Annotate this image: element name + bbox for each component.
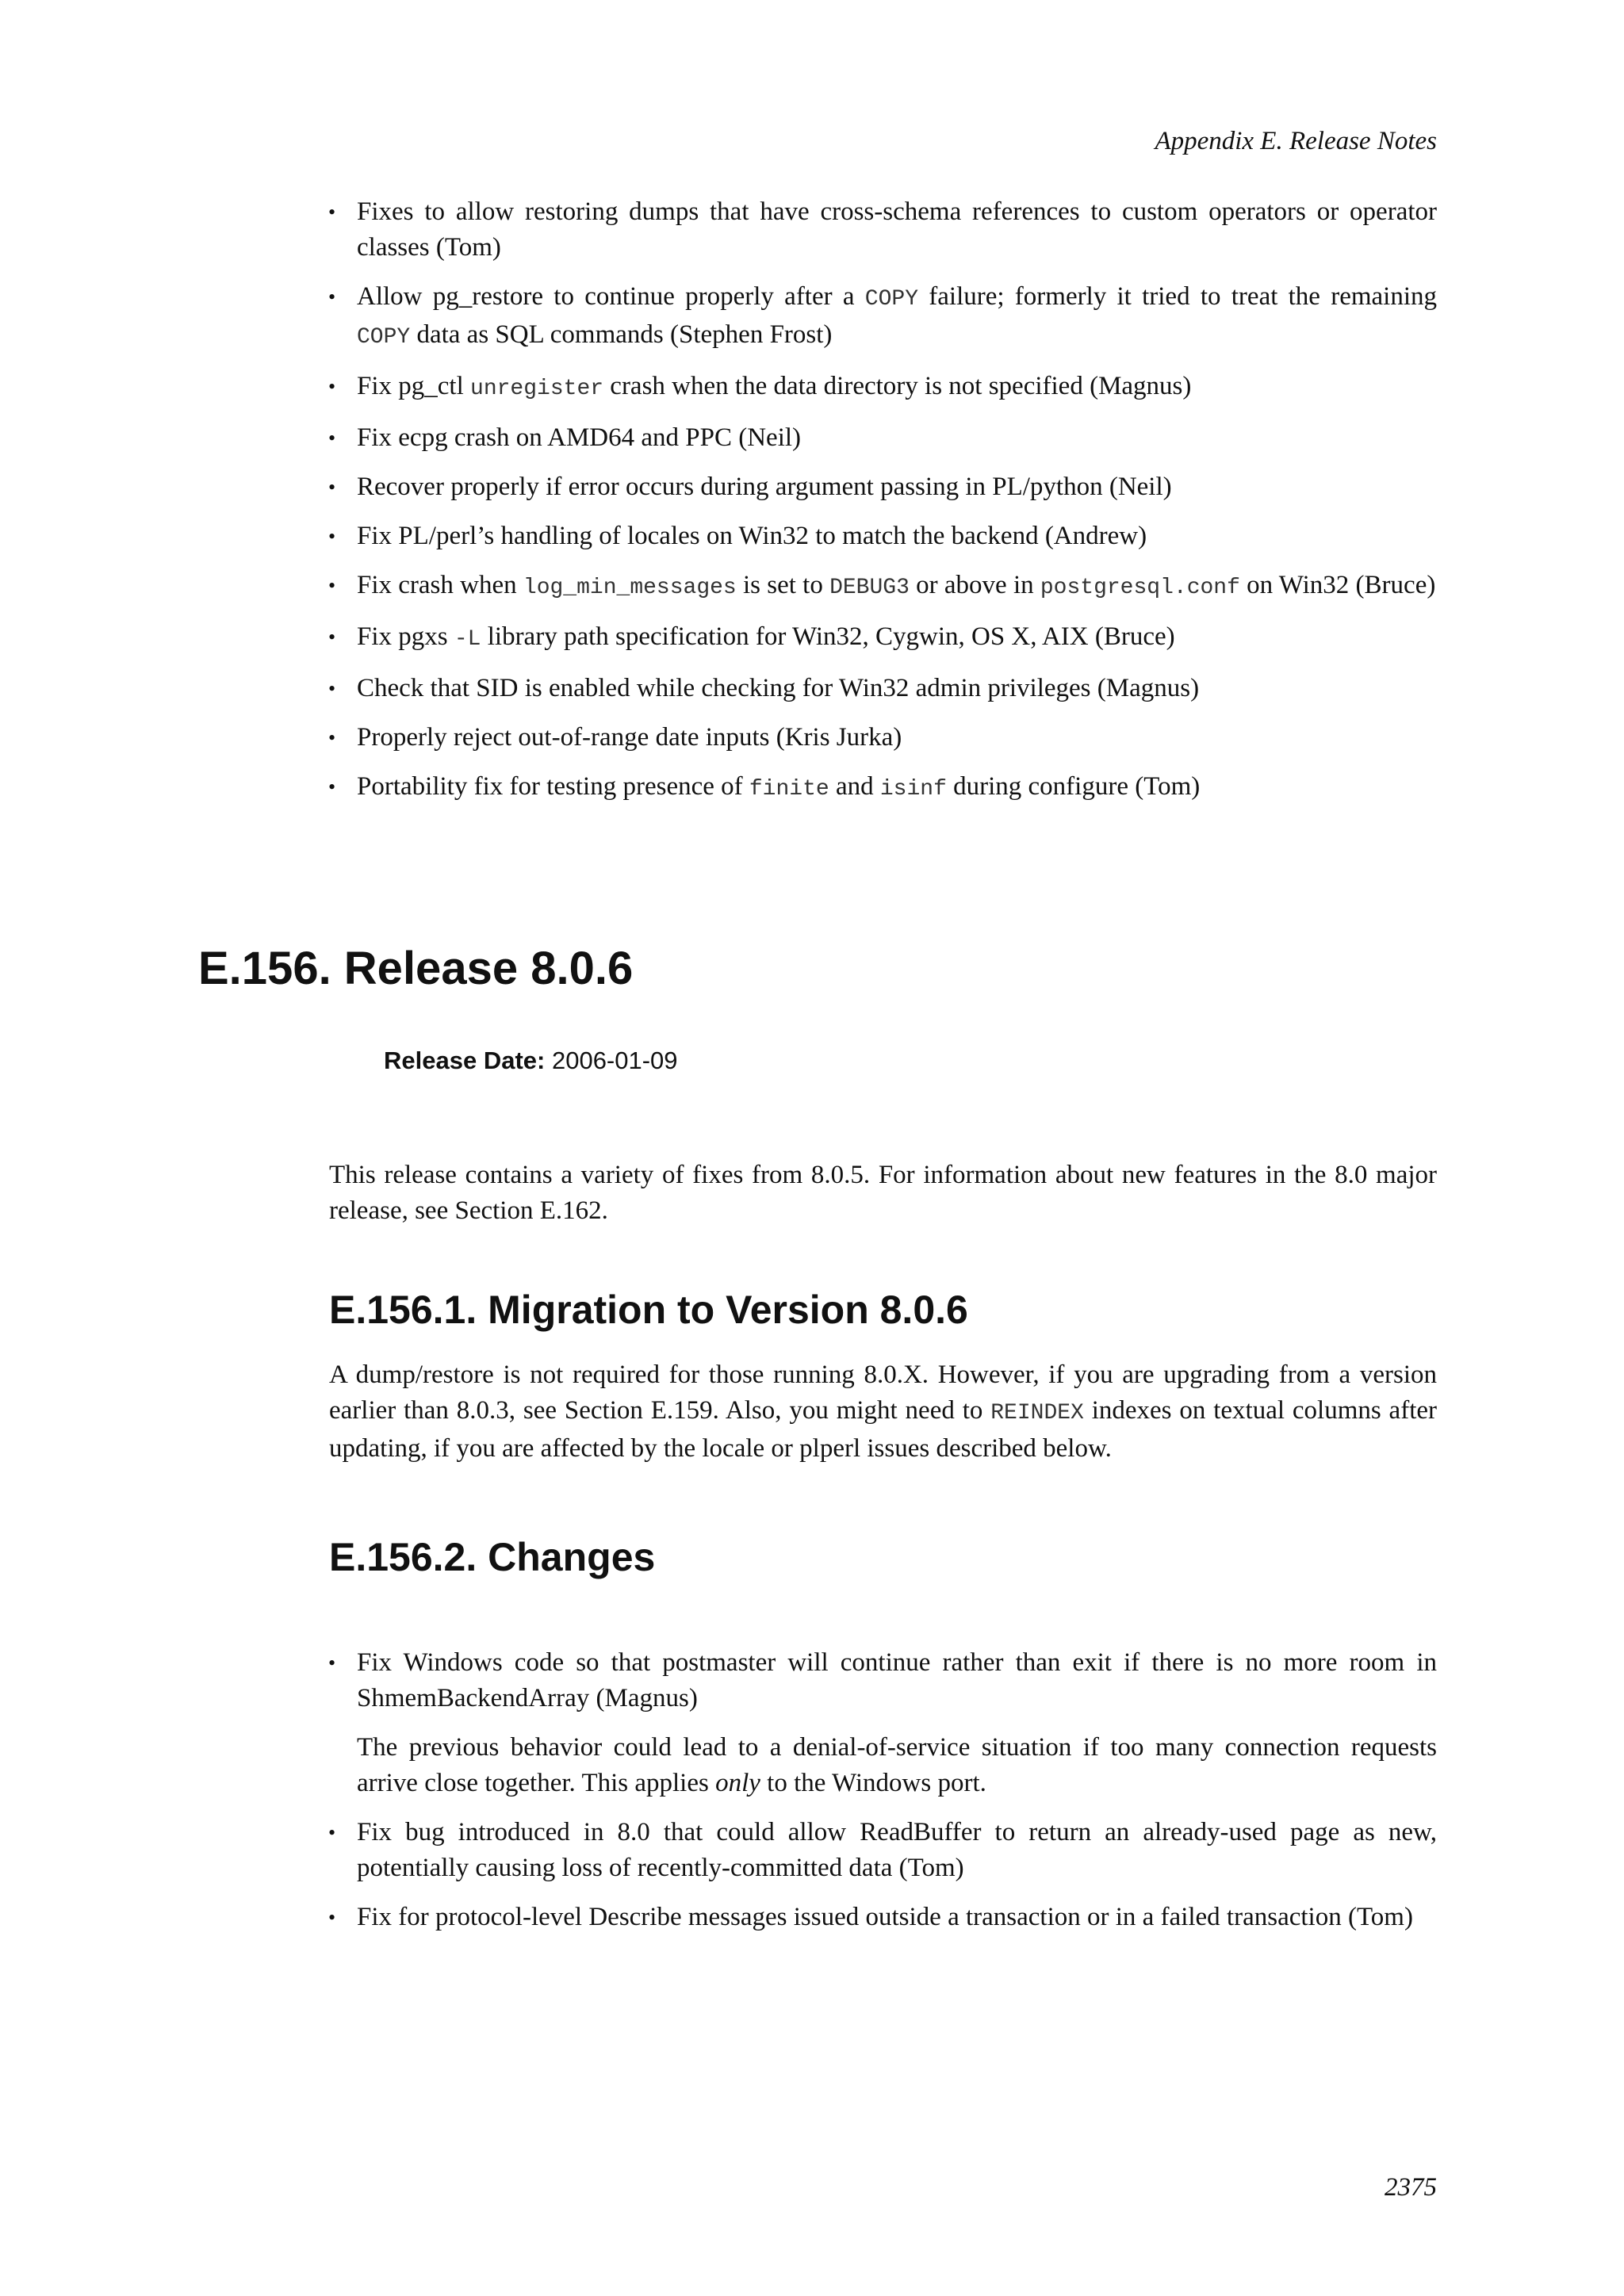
inline-code: postgresql.conf bbox=[1040, 576, 1240, 600]
release-date bbox=[384, 1047, 678, 1075]
list-item-text bbox=[357, 619, 1437, 657]
list-item bbox=[326, 1900, 1437, 1935]
list-item bbox=[326, 568, 1437, 606]
text-run: Fix PL/perl’s handling of locales on Win32 to match the backend (Andrew) bbox=[357, 522, 1147, 550]
list-item bbox=[326, 619, 1437, 657]
bullet-icon: • bbox=[328, 1906, 336, 1929]
inline-code: finite bbox=[749, 777, 829, 802]
intro-paragraph: This release contains a variety of fixes from 8.0.5. For information about new features in the 8.0 major release, see Section E.162. bbox=[329, 1161, 1437, 1225]
text-run: Fixes to allow restoring dumps that have cross-schema references to custom operators or operator classes (Tom) bbox=[357, 197, 1437, 262]
list-item bbox=[326, 1815, 1437, 1886]
inline-code: COPY bbox=[357, 325, 411, 350]
release-date-label: Release Date: bbox=[384, 1047, 546, 1074]
text-run: A dump/restore is not required for those running 8.0.X. However, if you are upgrading from a version earlier than 8.0.3, see Section E.159. Also, you might need to bbox=[329, 1360, 1437, 1425]
bullet-icon: • bbox=[328, 525, 336, 548]
text-run: during configure (Tom) bbox=[946, 772, 1201, 801]
list-item-paragraph bbox=[357, 1900, 1437, 1935]
bullet-icon: • bbox=[328, 285, 336, 308]
list-item bbox=[326, 420, 1437, 456]
bullet-icon: • bbox=[328, 476, 336, 499]
text-run: crash when the data directory is not specified (Magnus) bbox=[603, 372, 1192, 400]
list-item-text bbox=[357, 568, 1437, 606]
bullet-icon: • bbox=[328, 201, 336, 224]
list-item-text bbox=[357, 420, 1437, 456]
inline-code: REINDEX bbox=[990, 1401, 1084, 1425]
list-item-paragraph bbox=[357, 1730, 1437, 1801]
section-heading: E.156. Release 8.0.6 bbox=[198, 943, 634, 994]
migration-paragraph bbox=[329, 1357, 1437, 1467]
bullet-icon: • bbox=[328, 1651, 336, 1674]
running-header: Appendix E. Release Notes bbox=[1155, 127, 1437, 155]
text-run: Properly reject out-of-range date inputs (Kris Jurka) bbox=[357, 723, 902, 752]
changes-list bbox=[326, 1645, 1437, 1949]
text-run: Check that SID is enabled while checking for Win32 admin privileges (Magnus) bbox=[357, 674, 1200, 702]
text-run: Allow pg_restore to continue properly after a bbox=[357, 282, 865, 311]
text-run: Fix for protocol-level Describe messages issued outside a transaction or in a failed transaction (Tom) bbox=[357, 1903, 1413, 1931]
text-run: Fix bug introduced in 8.0 that could allow ReadBuffer to return an already-used page as new, potentially causing loss of recently-committed data (Tom) bbox=[357, 1818, 1437, 1882]
fix-list bbox=[326, 194, 1437, 821]
emphasis-text: only bbox=[715, 1769, 760, 1797]
list-item bbox=[326, 1645, 1437, 1801]
text-run: indexes on textual columns after updating, if you are affected by the locale or plperl issues described below. bbox=[329, 1396, 1437, 1463]
release-date-value: 2006-01-09 bbox=[551, 1047, 678, 1074]
text-run: Fix pg_ctl bbox=[357, 372, 471, 400]
list-item-paragraph bbox=[357, 1645, 1437, 1716]
text-run: failure; formerly it tried to treat the remaining bbox=[918, 282, 1437, 311]
inline-code: unregister bbox=[470, 377, 604, 401]
inline-code: -L bbox=[454, 627, 481, 652]
text-run: library path specification for Win32, Cygwin, OS X, AIX (Bruce) bbox=[481, 622, 1175, 651]
list-item bbox=[326, 279, 1437, 355]
text-run: The previous behavior could lead to a denial-of-service situation if too many connection requests arrive close together. This applies bbox=[357, 1733, 1437, 1797]
bullet-icon: • bbox=[328, 677, 336, 700]
list-item-text bbox=[357, 519, 1437, 554]
bullet-icon: • bbox=[328, 375, 336, 398]
bullet-icon: • bbox=[328, 1821, 336, 1844]
text-run: Fix crash when bbox=[357, 571, 523, 599]
bullet-icon: • bbox=[328, 574, 336, 597]
list-item bbox=[326, 194, 1437, 266]
migration-heading: E.156.1. Migration to Version 8.0.6 bbox=[329, 1288, 968, 1332]
bullet-icon: • bbox=[328, 427, 336, 450]
list-item bbox=[326, 720, 1437, 756]
list-item-text bbox=[357, 671, 1437, 706]
list-item bbox=[326, 671, 1437, 706]
text-run: Portability fix for testing presence of bbox=[357, 772, 749, 801]
text-run: Fix Windows code so that postmaster will continue rather than exit if there is no more room in ShmemBackendArray (Magnus) bbox=[357, 1648, 1437, 1712]
list-item-text bbox=[357, 194, 1437, 266]
list-item-text bbox=[357, 720, 1437, 756]
bullet-icon: • bbox=[328, 775, 336, 798]
inline-code: isinf bbox=[879, 777, 947, 802]
inline-code: DEBUG3 bbox=[829, 576, 910, 600]
text-run: on Win32 (Bruce) bbox=[1239, 571, 1436, 599]
list-item bbox=[326, 369, 1437, 407]
inline-code: log_min_messages bbox=[523, 576, 737, 600]
text-run: Recover properly if error occurs during argument passing in PL/python (Neil) bbox=[357, 473, 1172, 501]
bullet-icon: • bbox=[328, 626, 336, 649]
bullet-icon: • bbox=[328, 726, 336, 749]
list-item-text bbox=[357, 369, 1437, 407]
page-number: 2375 bbox=[1385, 2173, 1437, 2202]
text-run: is set to bbox=[736, 571, 830, 599]
text-run: and bbox=[829, 772, 880, 801]
list-item bbox=[326, 469, 1437, 505]
text-run: data as SQL commands (Stephen Frost) bbox=[410, 320, 833, 349]
inline-code: COPY bbox=[864, 287, 918, 312]
list-item bbox=[326, 769, 1437, 807]
text-run: to the Windows port. bbox=[760, 1769, 986, 1797]
list-item-text bbox=[357, 769, 1437, 807]
text-run: Fix ecpg crash on AMD64 and PPC (Neil) bbox=[357, 423, 802, 452]
list-item bbox=[326, 519, 1437, 554]
list-item-paragraph bbox=[357, 1815, 1437, 1886]
text-run: Fix pgxs bbox=[357, 622, 454, 651]
text-run: or above in bbox=[909, 571, 1040, 599]
list-item-text bbox=[357, 469, 1437, 505]
list-item-text bbox=[357, 279, 1437, 355]
changes-heading: E.156.2. Changes bbox=[329, 1535, 656, 1579]
